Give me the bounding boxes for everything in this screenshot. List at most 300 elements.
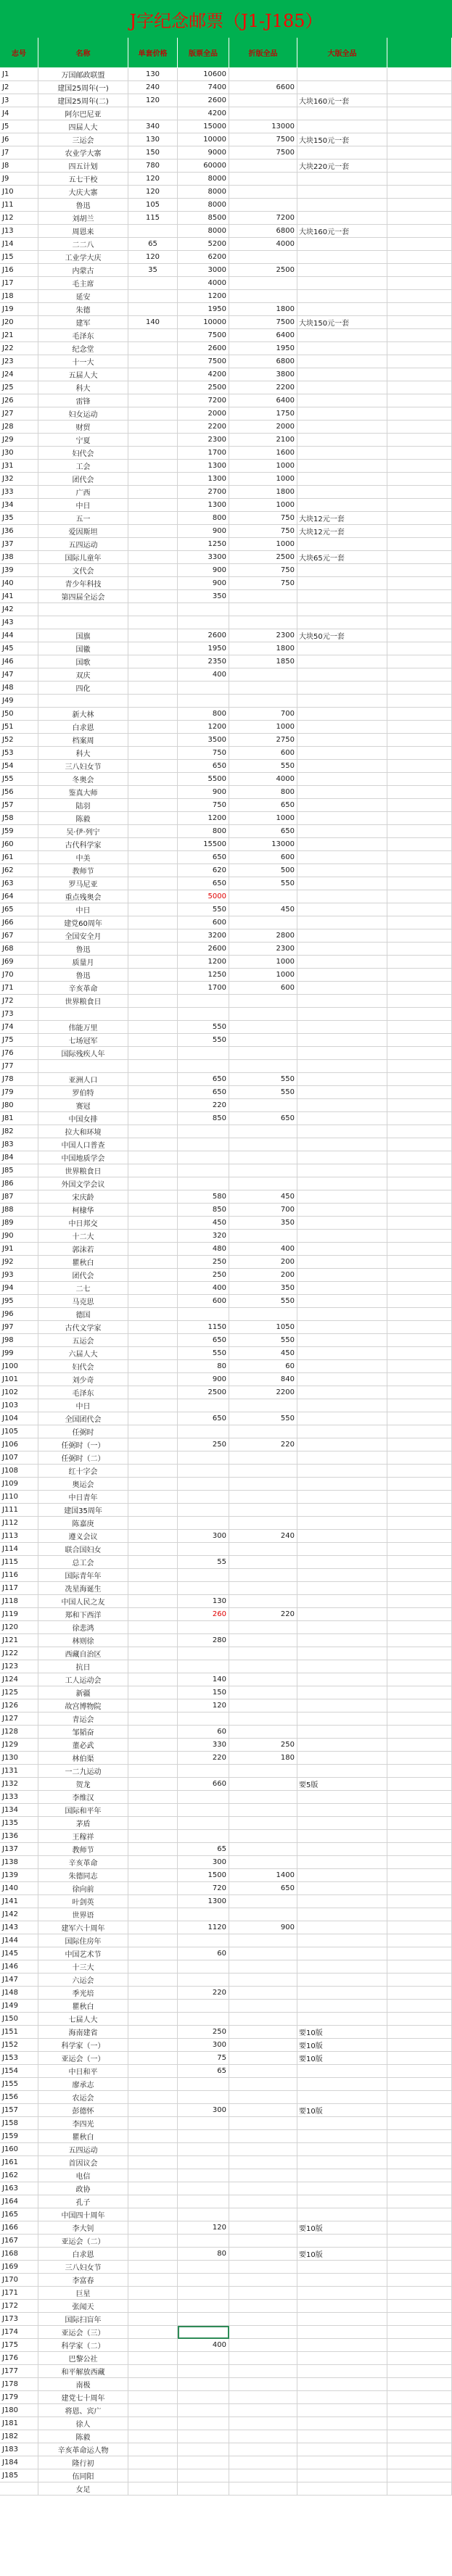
code-cell[interactable]: J151 [0,2026,38,2039]
single-price-cell[interactable]: 150 [128,146,178,160]
folded-price-cell[interactable] [229,290,297,303]
large-sheet-cell[interactable] [297,238,387,251]
code-cell[interactable]: J175 [0,2339,38,2352]
sheet-price-cell[interactable]: 580 [178,1190,229,1204]
name-cell[interactable]: 女足 [38,2482,128,2496]
sheet-price-cell[interactable]: 900 [178,1373,229,1386]
sheet-price-cell[interactable] [178,1177,229,1190]
large-sheet-cell[interactable] [297,538,387,551]
folded-price-cell[interactable]: 450 [229,1347,297,1360]
large-sheet-cell[interactable] [297,1974,387,1987]
empty-cell[interactable] [387,2339,452,2352]
folded-price-cell[interactable]: 13000 [229,838,297,851]
name-cell[interactable]: 科大 [38,381,128,394]
large-sheet-cell[interactable] [297,1125,387,1138]
empty-cell[interactable] [387,1138,452,1151]
sheet-price-cell[interactable] [178,2078,229,2091]
single-price-cell[interactable] [128,2391,178,2404]
large-sheet-cell[interactable] [297,251,387,264]
folded-price-cell[interactable] [229,1425,297,1438]
single-price-cell[interactable] [128,668,178,682]
code-cell[interactable]: J23 [0,355,38,368]
single-price-cell[interactable] [128,1321,178,1334]
name-cell[interactable]: 将恩、宾广 [38,2404,128,2417]
empty-cell[interactable] [387,2039,452,2052]
large-sheet-cell[interactable] [297,838,387,851]
name-cell[interactable]: 世界粮食日 [38,1164,128,1177]
single-price-cell[interactable] [128,2039,178,2052]
folded-price-cell[interactable] [229,2482,297,2496]
name-cell[interactable]: 爱因斯坦 [38,525,128,538]
sheet-price-cell[interactable] [178,1399,229,1412]
single-price-cell[interactable] [128,1008,178,1021]
folded-price-cell[interactable] [229,2469,297,2482]
single-price-cell[interactable]: 120 [128,186,178,199]
empty-cell[interactable] [387,1543,452,1556]
name-cell[interactable]: 青少年科技 [38,577,128,590]
code-cell[interactable]: J107 [0,1451,38,1465]
large-sheet-cell[interactable] [297,995,387,1008]
large-sheet-cell[interactable] [297,186,387,199]
code-cell[interactable] [0,2482,38,2496]
empty-cell[interactable] [387,1217,452,1230]
single-price-cell[interactable] [128,1047,178,1060]
folded-price-cell[interactable] [229,995,297,1008]
single-price-cell[interactable] [128,1164,178,1177]
folded-price-cell[interactable] [229,1934,297,1947]
large-sheet-cell[interactable]: 大块50元一套 [297,629,387,642]
empty-cell[interactable] [387,199,452,212]
code-cell[interactable]: J82 [0,1125,38,1138]
large-sheet-cell[interactable] [297,1517,387,1530]
large-sheet-cell[interactable] [297,1451,387,1465]
sheet-price-cell[interactable] [178,1934,229,1947]
single-price-cell[interactable] [128,1621,178,1634]
single-price-cell[interactable] [128,1739,178,1752]
code-cell[interactable]: J8 [0,160,38,173]
code-cell[interactable]: J94 [0,1282,38,1295]
large-sheet-cell[interactable] [297,2404,387,2417]
folded-price-cell[interactable]: 1850 [229,655,297,668]
code-cell[interactable]: J81 [0,1112,38,1125]
empty-cell[interactable] [387,2221,452,2235]
single-price-cell[interactable] [128,1830,178,1843]
folded-price-cell[interactable] [229,1647,297,1660]
large-sheet-cell[interactable] [297,1634,387,1647]
sheet-price-cell[interactable]: 6200 [178,251,229,264]
name-cell[interactable]: 赛冠 [38,1099,128,1112]
sheet-price-cell[interactable]: 8500 [178,212,229,225]
large-sheet-cell[interactable] [297,1204,387,1217]
folded-price-cell[interactable] [229,1686,297,1699]
code-cell[interactable]: J30 [0,447,38,460]
folded-price-cell[interactable] [229,916,297,929]
sheet-price-cell[interactable]: 300 [178,1530,229,1543]
single-price-cell[interactable] [128,2248,178,2261]
code-cell[interactable]: J64 [0,890,38,903]
single-price-cell[interactable] [128,1765,178,1778]
large-sheet-cell[interactable] [297,1334,387,1347]
sheet-price-cell[interactable]: 75 [178,2052,229,2065]
single-price-cell[interactable] [128,1190,178,1204]
single-price-cell[interactable] [128,2143,178,2156]
single-price-cell[interactable] [128,1269,178,1282]
sheet-price-cell[interactable]: 650 [178,1073,229,1086]
sheet-price-cell[interactable]: 300 [178,2039,229,2052]
code-cell[interactable]: J57 [0,799,38,812]
single-price-cell[interactable] [128,1177,178,1190]
empty-cell[interactable] [387,1060,452,1073]
sheet-price-cell[interactable]: 65 [178,1843,229,1856]
sheet-price-cell[interactable]: 600 [178,916,229,929]
single-price-cell[interactable] [128,1151,178,1164]
empty-cell[interactable] [387,1478,452,1491]
single-price-cell[interactable] [128,1399,178,1412]
folded-price-cell[interactable] [229,668,297,682]
single-price-cell[interactable] [128,1934,178,1947]
name-cell[interactable]: 遵义会议 [38,1530,128,1543]
single-price-cell[interactable] [128,1125,178,1138]
folded-price-cell[interactable]: 1750 [229,407,297,421]
folded-price-cell[interactable] [229,1830,297,1843]
empty-cell[interactable] [387,1412,452,1425]
large-sheet-cell[interactable] [297,1595,387,1608]
single-price-cell[interactable] [128,1243,178,1256]
folded-price-cell[interactable]: 6600 [229,81,297,94]
folded-price-cell[interactable] [229,160,297,173]
sheet-price-cell[interactable] [178,2261,229,2274]
name-cell[interactable]: 罗伯特 [38,1086,128,1099]
code-cell[interactable]: J92 [0,1256,38,1269]
name-cell[interactable]: 妇代会 [38,1360,128,1373]
empty-cell[interactable] [387,264,452,277]
name-cell[interactable]: 亚运会（三） [38,2326,128,2339]
code-cell[interactable]: J152 [0,2039,38,2052]
single-price-cell[interactable] [128,786,178,799]
empty-cell[interactable] [387,1347,452,1360]
large-sheet-cell[interactable] [297,199,387,212]
code-cell[interactable]: J34 [0,499,38,512]
folded-price-cell[interactable]: 650 [229,1112,297,1125]
large-sheet-cell[interactable] [297,603,387,616]
single-price-cell[interactable] [128,1686,178,1699]
large-sheet-cell[interactable] [297,1438,387,1451]
empty-cell[interactable] [387,1517,452,1530]
large-sheet-cell[interactable] [297,329,387,342]
code-cell[interactable]: J171 [0,2287,38,2300]
large-sheet-cell[interactable] [297,2117,387,2130]
large-sheet-cell[interactable] [297,747,387,760]
folded-price-cell[interactable]: 1950 [229,342,297,355]
sheet-price-cell[interactable]: 900 [178,577,229,590]
single-price-cell[interactable]: 240 [128,81,178,94]
folded-price-cell[interactable] [229,1778,297,1791]
code-cell[interactable]: J19 [0,303,38,316]
name-cell[interactable]: 林伯渠 [38,1752,128,1765]
large-sheet-cell[interactable] [297,1608,387,1621]
name-cell[interactable]: 财贸 [38,421,128,434]
folded-price-cell[interactable]: 1800 [229,642,297,655]
folded-price-cell[interactable] [229,2143,297,2156]
empty-cell[interactable] [387,1086,452,1099]
code-cell[interactable]: J95 [0,1295,38,1308]
code-cell[interactable]: J63 [0,877,38,890]
sheet-price-cell[interactable]: 660 [178,1778,229,1791]
folded-price-cell[interactable] [229,2274,297,2287]
empty-cell[interactable] [387,2000,452,2013]
single-price-cell[interactable] [128,421,178,434]
large-sheet-cell[interactable] [297,1347,387,1360]
folded-price-cell[interactable] [229,1791,297,1804]
name-cell[interactable]: 董必武 [38,1739,128,1752]
name-cell[interactable]: 国际儿童年 [38,551,128,564]
code-cell[interactable]: J3 [0,94,38,107]
large-sheet-cell[interactable] [297,2313,387,2326]
code-cell[interactable]: J71 [0,982,38,995]
empty-cell[interactable] [387,473,452,486]
name-cell[interactable]: 毛主席 [38,277,128,290]
empty-cell[interactable] [387,1960,452,1974]
name-cell[interactable]: 林则徐 [38,1634,128,1647]
empty-cell[interactable] [387,1686,452,1699]
code-cell[interactable]: J169 [0,2261,38,2274]
empty-cell[interactable] [387,1399,452,1412]
code-cell[interactable]: J38 [0,551,38,564]
name-cell[interactable]: 广西 [38,486,128,499]
name-cell[interactable]: 十二大 [38,1230,128,1243]
sheet-price-cell[interactable]: 400 [178,668,229,682]
empty-cell[interactable] [387,107,452,120]
folded-price-cell[interactable]: 180 [229,1752,297,1765]
empty-cell[interactable] [387,1282,452,1295]
empty-cell[interactable] [387,1921,452,1934]
sheet-price-cell[interactable]: 120 [178,1699,229,1712]
code-cell[interactable]: J41 [0,590,38,603]
sheet-price-cell[interactable] [178,1151,229,1164]
sheet-price-cell[interactable]: 400 [178,2339,229,2352]
sheet-price-cell[interactable]: 80 [178,1360,229,1373]
empty-cell[interactable] [387,2169,452,2182]
large-sheet-cell[interactable] [297,146,387,160]
large-sheet-cell[interactable] [297,1895,387,1908]
empty-cell[interactable] [387,956,452,969]
empty-cell[interactable] [387,838,452,851]
empty-cell[interactable] [387,2469,452,2482]
single-price-cell[interactable] [128,864,178,877]
large-sheet-cell[interactable] [297,368,387,381]
code-cell[interactable]: J128 [0,1726,38,1739]
folded-price-cell[interactable]: 1000 [229,812,297,825]
code-cell[interactable]: J20 [0,316,38,329]
empty-cell[interactable] [387,551,452,564]
empty-cell[interactable] [387,1673,452,1686]
empty-cell[interactable] [387,877,452,890]
single-price-cell[interactable] [128,812,178,825]
code-cell[interactable]: J56 [0,786,38,799]
code-cell[interactable]: J48 [0,682,38,695]
sheet-price-cell[interactable]: 850 [178,1204,229,1217]
large-sheet-cell[interactable] [297,1321,387,1334]
single-price-cell[interactable] [128,2482,178,2496]
folded-price-cell[interactable] [229,695,297,708]
single-price-cell[interactable] [128,1634,178,1647]
large-sheet-cell[interactable] [297,1308,387,1321]
sheet-price-cell[interactable]: 8000 [178,186,229,199]
folded-price-cell[interactable] [229,1478,297,1491]
folded-price-cell[interactable] [229,2261,297,2274]
folded-price-cell[interactable]: 600 [229,851,297,864]
folded-price-cell[interactable]: 1600 [229,447,297,460]
sheet-price-cell[interactable]: 1200 [178,290,229,303]
empty-cell[interactable] [387,2352,452,2365]
large-sheet-cell[interactable] [297,2013,387,2026]
empty-cell[interactable] [387,2261,452,2274]
empty-cell[interactable] [387,564,452,577]
sheet-price-cell[interactable]: 550 [178,1347,229,1360]
name-cell[interactable]: 内蒙古 [38,264,128,277]
single-price-cell[interactable] [128,2026,178,2039]
code-cell[interactable]: J170 [0,2274,38,2287]
single-price-cell[interactable] [128,1817,178,1830]
code-cell[interactable]: J165 [0,2208,38,2221]
sheet-price-cell[interactable] [178,1830,229,1843]
name-cell[interactable]: 徐悲鸿 [38,1621,128,1634]
name-cell[interactable]: 邹韬奋 [38,1726,128,1739]
sheet-price-cell[interactable]: 1700 [178,982,229,995]
folded-price-cell[interactable] [229,2417,297,2430]
large-sheet-cell[interactable] [297,929,387,943]
sheet-price-cell[interactable]: 1200 [178,956,229,969]
large-sheet-cell[interactable] [297,1699,387,1712]
large-sheet-cell[interactable] [297,2000,387,2013]
empty-cell[interactable] [387,1752,452,1765]
folded-price-cell[interactable] [229,2117,297,2130]
large-sheet-cell[interactable] [297,499,387,512]
single-price-cell[interactable] [128,512,178,525]
empty-cell[interactable] [387,2417,452,2430]
folded-price-cell[interactable] [229,2404,297,2417]
folded-price-cell[interactable] [229,1712,297,1726]
sheet-price-cell[interactable]: 2000 [178,407,229,421]
folded-price-cell[interactable]: 650 [229,1882,297,1895]
folded-price-cell[interactable]: 750 [229,525,297,538]
sheet-price-cell[interactable]: 220 [178,1752,229,1765]
sheet-price-cell[interactable]: 1700 [178,447,229,460]
sheet-price-cell[interactable]: 800 [178,512,229,525]
empty-cell[interactable] [387,447,452,460]
empty-cell[interactable] [387,2287,452,2300]
folded-price-cell[interactable]: 1000 [229,721,297,734]
large-sheet-cell[interactable] [297,877,387,890]
folded-price-cell[interactable] [229,2182,297,2195]
sheet-price-cell[interactable] [178,2326,229,2339]
large-sheet-cell[interactable] [297,773,387,786]
folded-price-cell[interactable] [229,1817,297,1830]
name-cell[interactable]: 吴·伊·列宁 [38,825,128,838]
code-cell[interactable]: J132 [0,1778,38,1791]
sheet-price-cell[interactable] [178,2365,229,2378]
folded-price-cell[interactable] [229,2443,297,2456]
single-price-cell[interactable] [128,2104,178,2117]
sheet-price-cell[interactable]: 10000 [178,316,229,329]
single-price-cell[interactable] [128,1465,178,1478]
single-price-cell[interactable] [128,107,178,120]
large-sheet-cell[interactable] [297,1021,387,1034]
code-cell[interactable]: J54 [0,760,38,773]
name-cell[interactable]: 三运会 [38,133,128,146]
single-price-cell[interactable] [128,2117,178,2130]
empty-cell[interactable] [387,590,452,603]
empty-cell[interactable] [387,316,452,329]
code-cell[interactable]: J106 [0,1438,38,1451]
empty-cell[interactable] [387,903,452,916]
empty-cell[interactable] [387,512,452,525]
empty-cell[interactable] [387,2091,452,2104]
large-sheet-cell[interactable] [297,1739,387,1752]
single-price-cell[interactable] [128,1804,178,1817]
sheet-price-cell[interactable]: 900 [178,525,229,538]
large-sheet-cell[interactable]: 大块12元一套 [297,525,387,538]
sheet-price-cell[interactable]: 8000 [178,225,229,238]
name-cell[interactable]: 贺龙 [38,1778,128,1791]
empty-cell[interactable] [387,1582,452,1595]
sheet-price-cell[interactable]: 750 [178,799,229,812]
code-cell[interactable]: J184 [0,2456,38,2469]
name-cell[interactable]: 马克思 [38,1295,128,1308]
code-cell[interactable]: J181 [0,2417,38,2430]
empty-cell[interactable] [387,1008,452,1021]
name-cell[interactable]: 奥运会 [38,1478,128,1491]
name-cell[interactable]: 西藏自治区 [38,1647,128,1660]
folded-price-cell[interactable] [229,1047,297,1060]
code-cell[interactable]: J102 [0,1386,38,1399]
large-sheet-cell[interactable] [297,303,387,316]
large-sheet-cell[interactable] [297,2469,387,2482]
single-price-cell[interactable] [128,2300,178,2313]
single-price-cell[interactable] [128,760,178,773]
empty-cell[interactable] [387,1465,452,1478]
sheet-price-cell[interactable]: 8000 [178,199,229,212]
folded-price-cell[interactable] [229,1308,297,1321]
sheet-price-cell[interactable] [178,1621,229,1634]
code-cell[interactable]: J105 [0,1425,38,1438]
folded-price-cell[interactable] [229,1151,297,1164]
large-sheet-cell[interactable] [297,1425,387,1438]
folded-price-cell[interactable] [229,1595,297,1608]
folded-price-cell[interactable] [229,616,297,629]
large-sheet-cell[interactable] [297,655,387,668]
sheet-price-cell[interactable] [178,603,229,616]
large-sheet-cell[interactable] [297,1190,387,1204]
sheet-price-cell[interactable] [178,616,229,629]
sheet-price-cell[interactable]: 1250 [178,538,229,551]
empty-cell[interactable] [387,2456,452,2469]
empty-cell[interactable] [387,2078,452,2091]
single-price-cell[interactable]: 105 [128,199,178,212]
sheet-price-cell[interactable] [178,1517,229,1530]
name-cell[interactable] [38,616,128,629]
folded-price-cell[interactable]: 800 [229,786,297,799]
code-cell[interactable]: J32 [0,473,38,486]
empty-cell[interactable] [387,1334,452,1347]
empty-cell[interactable] [387,2365,452,2378]
folded-price-cell[interactable] [229,1465,297,1478]
sheet-price-cell[interactable]: 1500 [178,1869,229,1882]
name-cell[interactable]: 辛亥革命 [38,982,128,995]
folded-price-cell[interactable] [229,2248,297,2261]
folded-price-cell[interactable] [229,277,297,290]
code-cell[interactable]: J145 [0,1947,38,1960]
